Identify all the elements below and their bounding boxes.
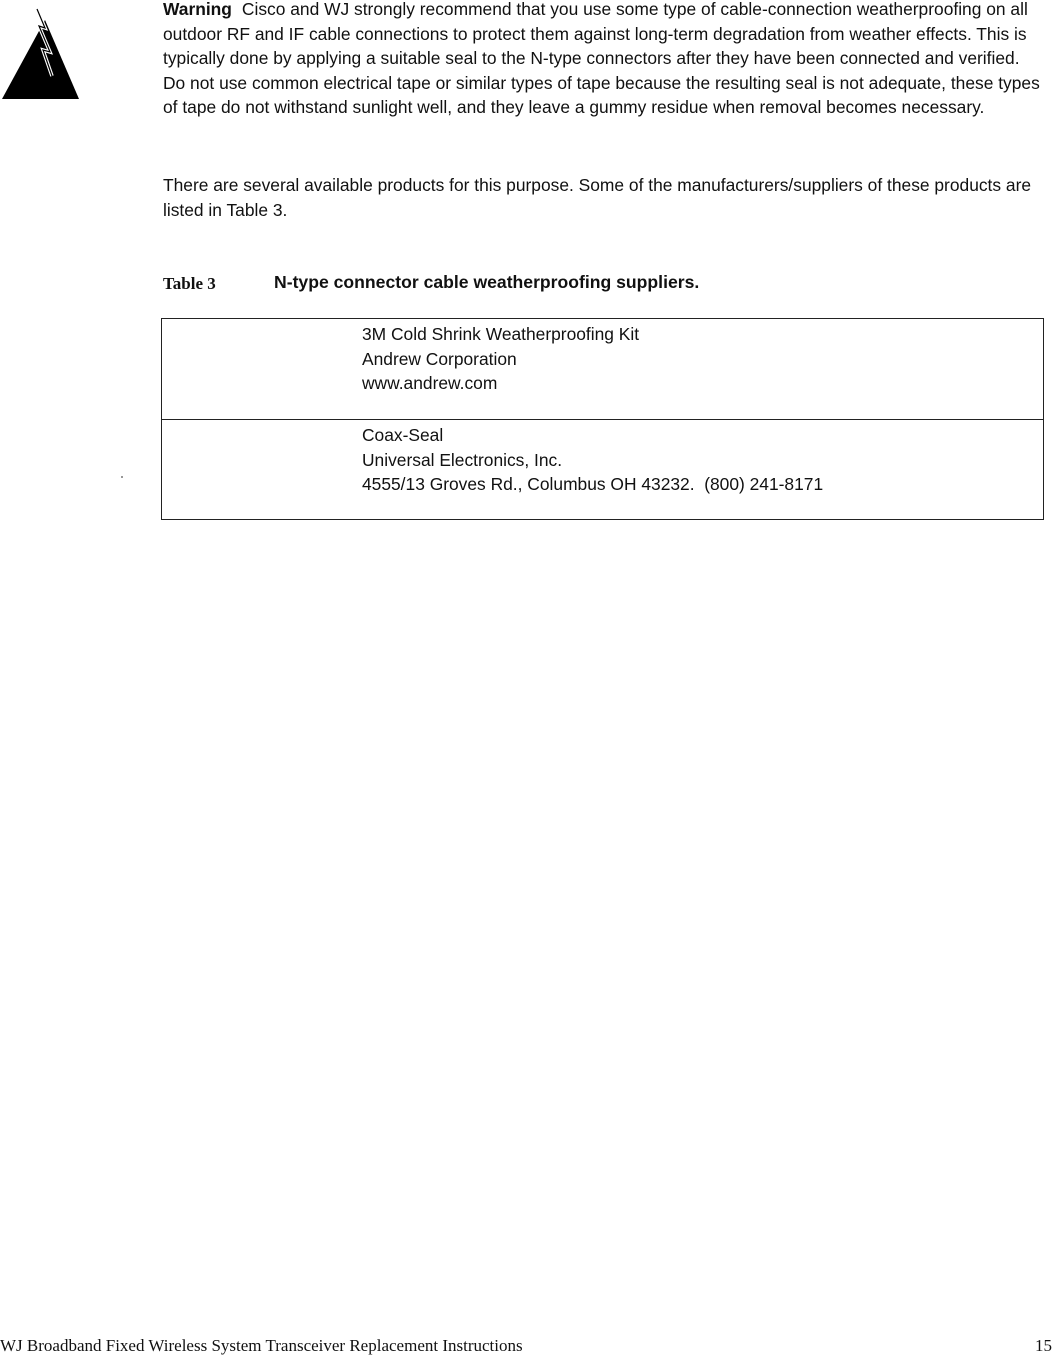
warning-label: Warning <box>163 0 232 19</box>
product-name: Coax-Seal <box>362 425 444 445</box>
warning-notice <box>163 0 1043 120</box>
table-caption <box>163 272 1043 298</box>
warning-text: Cisco and WJ strongly recommend that you use some type of cable-connection weatherproofing on all outdoor RF and IF cable connections to protect them against long-term degradation from weather effects. This is typically done by applying a suitable seal to the N-type connectors after they have been connected and verified. Do not use common electrical tape or similar types of tape because the resulting seal is not adequate, these types of tape do not withstand sunlight well, and they leave a gummy residue when removal becomes necessary. <box>163 0 1040 118</box>
supplier-name: Universal Electronics, Inc. <box>362 449 563 470</box>
footer-document-title: WJ Broadband Fixed Wireless System Transceiver Replacement Instructions <box>0 1336 523 1355</box>
supplier-entry <box>362 322 639 396</box>
page-number: 15 <box>1035 1336 1052 1355</box>
intro-paragraph: There are several available products for this purpose. Some of the manufacturers/suppliers of these products are listed in Table 3. <box>163 175 1032 220</box>
table-title: N-type connector cable weatherproofing suppliers. <box>274 272 700 292</box>
supplier-entry <box>362 423 823 497</box>
table-row <box>162 419 1043 519</box>
scan-speck <box>121 476 123 478</box>
supplier-contact: www.andrew.com <box>362 373 498 394</box>
product-name: 3M Cold Shrink Weatherproofing Kit <box>362 324 640 344</box>
table-row <box>162 319 1043 419</box>
table-number: Table 3 <box>163 274 216 293</box>
supplier-table <box>161 318 1044 520</box>
supplier-contact: 4555/13 Groves Rd., Columbus OH 43232. (800) 241-8171 <box>362 474 824 495</box>
warning-triangle-lightning-icon <box>0 6 80 100</box>
supplier-name: Andrew Corporation <box>362 348 517 369</box>
